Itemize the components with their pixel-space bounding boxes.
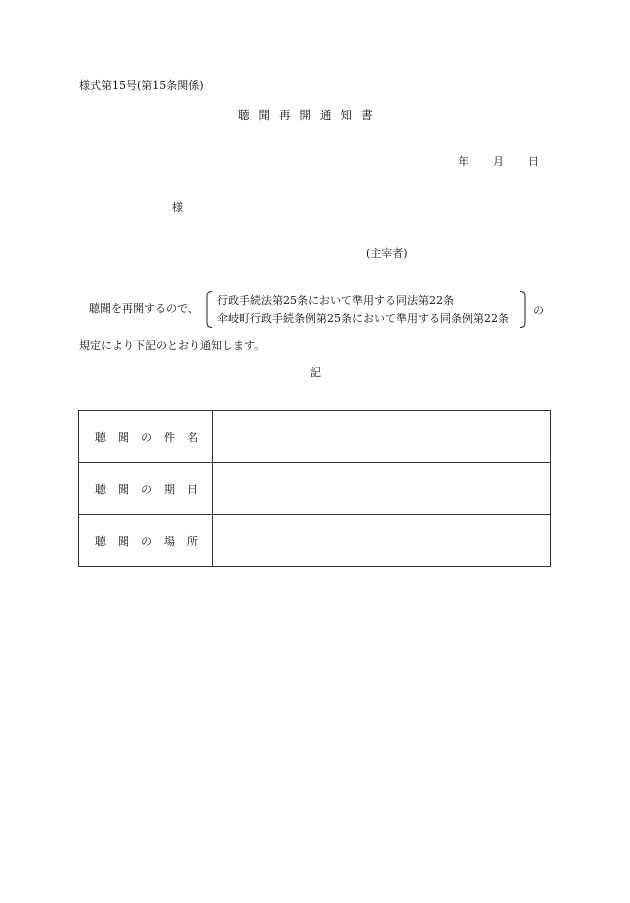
ki-heading: 記	[310, 366, 321, 379]
date-month-label: 月	[493, 155, 504, 168]
organizer-label: (主宰者)	[366, 247, 408, 260]
form-number: 様式第15号(第15条関係)	[79, 79, 204, 92]
date-day-label: 日	[528, 155, 539, 168]
addressee-suffix: 様	[172, 201, 183, 214]
hearing-subject-label	[79, 429, 212, 445]
hearing-place-label	[79, 533, 212, 549]
label-char: 聞	[118, 534, 129, 548]
label-char: 聞	[118, 430, 129, 444]
table-label-cell	[79, 515, 213, 567]
law-option-1: 行政手続法第25条において準用する同法第22条	[217, 294, 454, 307]
label-char: 日	[187, 482, 198, 496]
hearing-place-value[interactable]	[213, 515, 551, 567]
body-suffix-text: の	[533, 304, 544, 317]
right-bracket	[519, 291, 526, 328]
hearing-info-table	[78, 410, 551, 567]
body-intro-text: 聴聞を再開するので、	[89, 302, 199, 315]
date-year-label: 年	[458, 155, 469, 168]
label-char: の	[141, 534, 152, 548]
left-bracket	[206, 291, 213, 328]
label-char: 名	[187, 430, 198, 444]
table-row-hearing-place	[79, 515, 551, 567]
table-row-hearing-subject	[79, 411, 551, 463]
hearing-date-label	[79, 481, 212, 497]
label-char: 聞	[118, 482, 129, 496]
law-option-2: 伞岐町行政手続条例第25条において準用する同条例第22条	[217, 312, 509, 325]
label-char: の	[141, 482, 152, 496]
body-continuation-text: 規定により下記のとおり通知します。	[79, 339, 266, 352]
label-char: 聴	[95, 430, 106, 444]
hearing-subject-value[interactable]	[213, 411, 551, 463]
date-line	[458, 156, 539, 167]
label-char: 所	[187, 534, 198, 548]
label-char: 期	[164, 482, 175, 496]
table-row-hearing-date	[79, 463, 551, 515]
label-char: 聴	[95, 482, 106, 496]
table-label-cell	[79, 463, 213, 515]
table-label-cell	[79, 411, 213, 463]
label-char: の	[141, 430, 152, 444]
label-char: 聴	[95, 534, 106, 548]
label-char: 場	[164, 534, 175, 548]
label-char: 件	[164, 430, 175, 444]
document-title: 聴聞再開通知書	[238, 108, 382, 122]
hearing-date-value[interactable]	[213, 463, 551, 515]
